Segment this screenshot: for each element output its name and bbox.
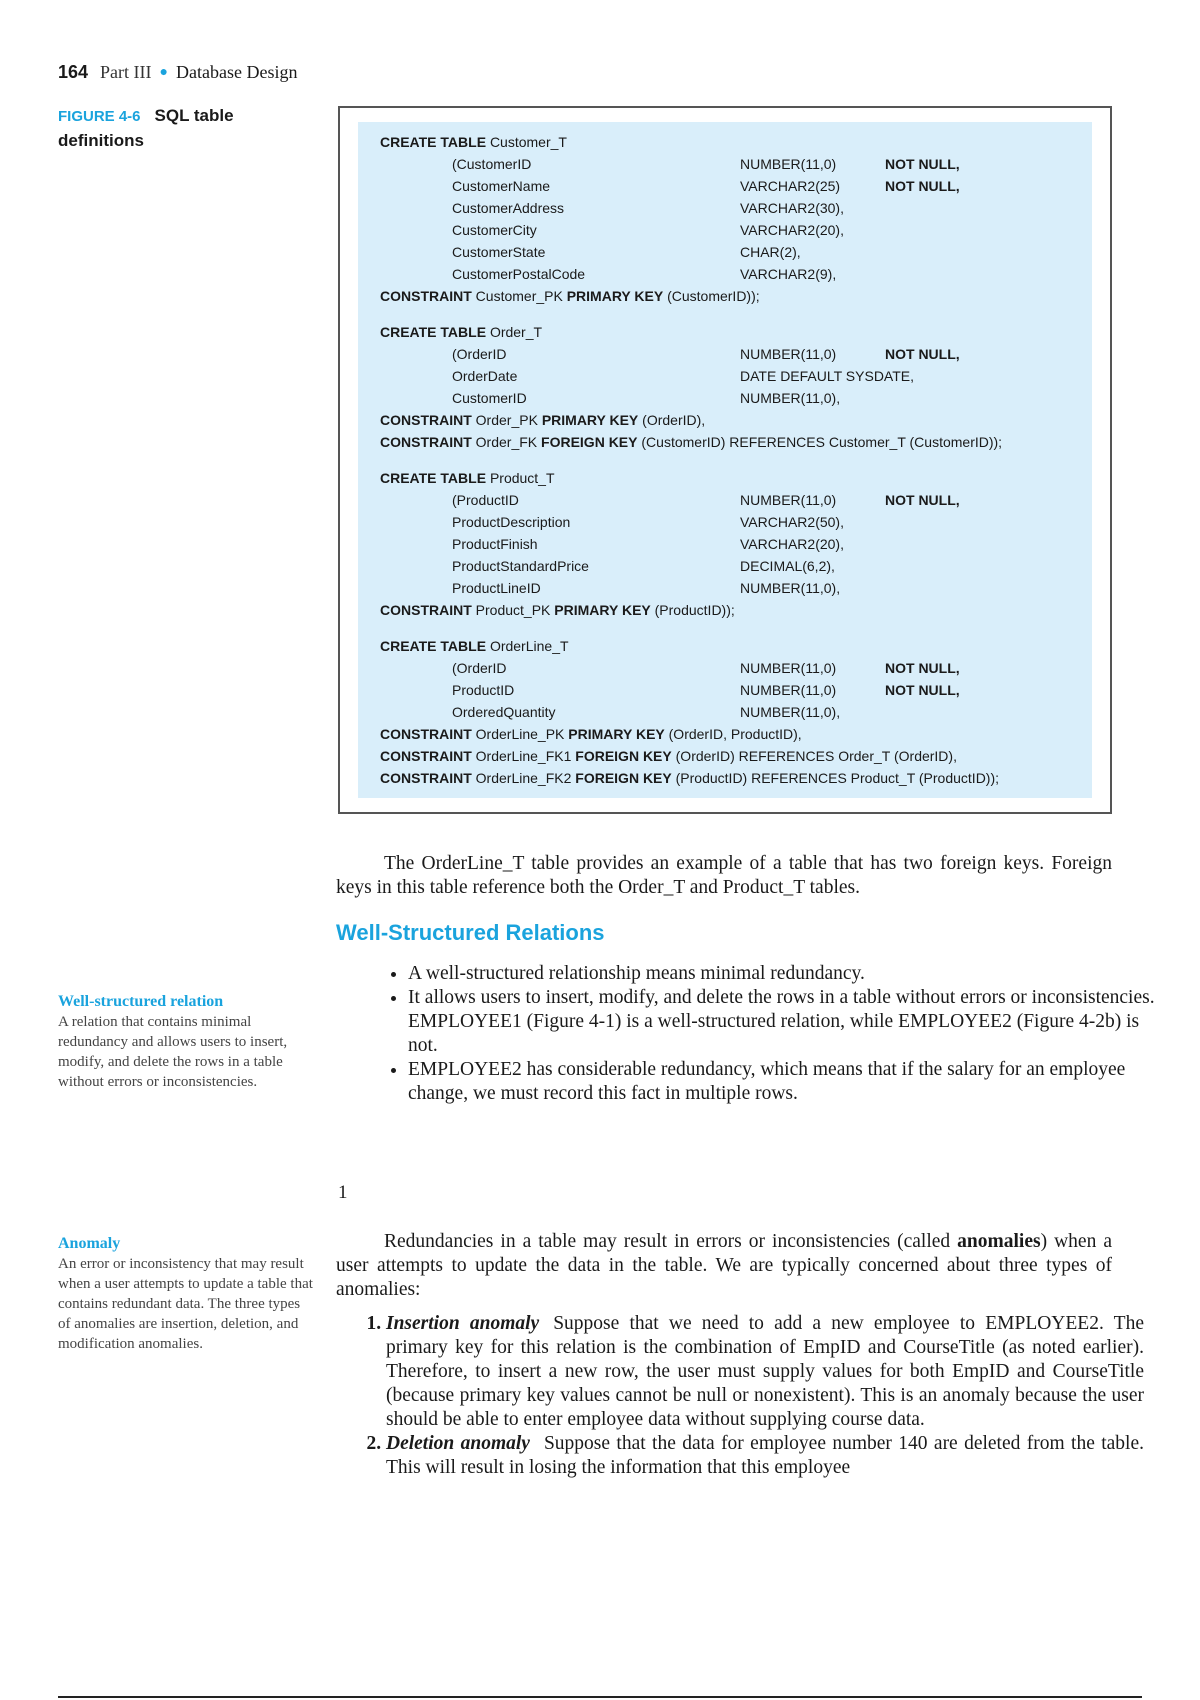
sql-keyword: CONSTRAINT xyxy=(380,602,472,618)
sql-constraint-name: OrderLine_FK2 xyxy=(475,770,572,786)
sql-keyword: CREATE TABLE xyxy=(380,324,487,340)
margin-note-anomaly xyxy=(58,1234,316,1354)
sql-column-row xyxy=(380,176,1080,196)
sql-column-type: DECIMAL(6,2), xyxy=(740,558,835,574)
sql-table-name: Order_T xyxy=(489,324,543,340)
sql-column-type: CHAR(2), xyxy=(740,244,801,260)
sql-column-row xyxy=(380,658,1080,678)
sql-keyword: CREATE TABLE xyxy=(380,638,487,654)
sql-column-row xyxy=(380,388,1080,408)
sql-column-row xyxy=(380,680,1080,700)
sql-column-type: DATE DEFAULT SYSDATE, xyxy=(740,368,915,384)
sql-column-row xyxy=(380,702,1080,722)
sql-keyword: CREATE TABLE xyxy=(380,134,487,150)
figure-title: SQL table definitions xyxy=(58,106,234,150)
sql-constraint-rest: (CustomerID)); xyxy=(667,288,760,304)
sql-column-type: VARCHAR2(9), xyxy=(740,266,837,282)
sql-not-null: NOT NULL, xyxy=(885,156,960,172)
sql-column-name: OrderedQuantity xyxy=(452,704,556,720)
sql-keyword: CONSTRAINT xyxy=(380,770,472,786)
sql-constraint-line xyxy=(380,410,705,430)
sql-code-block xyxy=(358,122,1092,798)
sql-constraint-line xyxy=(380,746,957,766)
sql-column-name: CustomerPostalCode xyxy=(452,266,586,282)
anomalies-text-before: Redundancies in a table may result in errors or inconsistencies (called xyxy=(384,1231,958,1252)
sql-column-row xyxy=(380,512,1080,532)
sql-column-row xyxy=(380,264,1080,284)
sql-column-name: ProductDescription xyxy=(452,514,571,530)
sql-column-row xyxy=(380,534,1080,554)
sql-column-name: (ProductID xyxy=(452,492,519,508)
sql-column-name: ProductFinish xyxy=(452,536,538,552)
sql-column-name: ProductStandardPrice xyxy=(452,558,589,574)
figure-label: FIGURE 4-6 xyxy=(58,108,141,125)
sql-column-type: VARCHAR2(30), xyxy=(740,200,844,216)
page-number: 164 xyxy=(58,62,89,82)
sql-column-type: NUMBER(11,0) xyxy=(740,682,837,698)
sql-key-kind: FOREIGN KEY xyxy=(575,770,672,786)
sql-constraint-rest: (OrderID) REFERENCES Order_T (OrderID), xyxy=(675,748,957,764)
sql-not-null: NOT NULL, xyxy=(885,178,960,194)
sql-table-name: Product_T xyxy=(489,470,555,486)
sql-constraint-name: Order_PK xyxy=(475,412,538,428)
sql-key-kind: FOREIGN KEY xyxy=(575,748,672,764)
anomaly-item-deletion xyxy=(386,1432,1144,1480)
sql-column-type: NUMBER(11,0), xyxy=(740,580,841,596)
anomalies-text-after: ) when a user attempts to update the data in the table. We are typically concerned about three types of anomalies: xyxy=(336,1231,1112,1300)
sql-constraint-name: OrderLine_FK1 xyxy=(475,748,572,764)
sql-not-null: NOT NULL, xyxy=(885,682,960,698)
sql-constraint-name: Customer_PK xyxy=(475,288,563,304)
bullet-item: • A well-structured relationship means minimal redundancy. xyxy=(408,962,1168,986)
sql-column-name: ProductID xyxy=(452,682,515,698)
sql-table-name: Customer_T xyxy=(489,134,567,150)
page-header xyxy=(58,62,297,83)
part-label: Part III xyxy=(100,62,152,82)
sql-column-name: CustomerName xyxy=(452,178,551,194)
sql-keyword: CONSTRAINT xyxy=(380,748,472,764)
sql-key-kind: PRIMARY KEY xyxy=(554,602,651,618)
sql-column-name: CustomerID xyxy=(452,390,527,406)
sql-column-name: CustomerCity xyxy=(452,222,537,238)
section-heading: Well-Structured Relations xyxy=(336,920,605,945)
sql-column-type: NUMBER(11,0), xyxy=(740,704,841,720)
anomaly-text: Suppose that we need to add a new employee to EMPLOYEE2. The primary key for this relation is the combination of EmpID and CourseTitle (as noted earlier). Therefore, to insert a new row, the user must supply values for both EmpID and CourseTitle (because primary key values cannot be null or nonexistent). This is an anomaly because the user should be able to enter employee data without supplying course data. xyxy=(386,1313,1144,1430)
sql-create-line xyxy=(380,132,567,152)
well-structured-bullet-list xyxy=(372,962,1168,1106)
anomaly-text: Suppose that the data for employee number 140 are deleted from the table. This will result in losing the information that this employee xyxy=(386,1433,1144,1478)
sql-constraint-rest: (OrderID, ProductID), xyxy=(668,726,802,742)
sql-column-type: NUMBER(11,0) xyxy=(740,492,837,508)
sql-column-row xyxy=(380,242,1080,262)
sql-column-row xyxy=(380,556,1080,576)
sql-column-type: VARCHAR2(25) xyxy=(740,178,841,194)
sql-keyword: CONSTRAINT xyxy=(380,412,472,428)
margin-note-term: Well-structured relation xyxy=(58,993,224,1010)
sql-column-row xyxy=(380,220,1080,240)
anomalies-term: anomalies xyxy=(957,1231,1041,1252)
sql-constraint-line xyxy=(380,724,802,744)
sql-constraint-name: Order_FK xyxy=(475,434,538,450)
margin-note-definition: An error or inconsistency that may result when a user attempts to update a table that contains redundant data. The three types of anomalies are insertion, deletion, and modification anomalies. xyxy=(58,1256,313,1352)
anomaly-term: Insertion anomaly xyxy=(386,1313,540,1334)
sql-column-name: (OrderID xyxy=(452,346,507,362)
sql-column-name: CustomerAddress xyxy=(452,200,565,216)
bullet-item: • It allows users to insert, modify, and delete the rows in a table without errors or inconsistencies. EMPLOYEE1 (Figure 4-1) is a well-structured relation, while EMPLOYEE2 (Figure 4-2b) is not. xyxy=(408,986,1168,1058)
sql-not-null: NOT NULL, xyxy=(885,492,960,508)
sql-column-row xyxy=(380,344,1080,364)
sql-not-null: NOT NULL, xyxy=(885,346,960,362)
sql-column-row xyxy=(380,490,1080,510)
sql-column-type: VARCHAR2(20), xyxy=(740,222,844,238)
sql-keyword: CREATE TABLE xyxy=(380,470,487,486)
sql-column-type: VARCHAR2(20), xyxy=(740,536,844,552)
sql-constraint-name: Product_PK xyxy=(475,602,551,618)
sql-keyword: CONSTRAINT xyxy=(380,726,472,742)
sql-column-name: CustomerState xyxy=(452,244,546,260)
sql-key-kind: FOREIGN KEY xyxy=(541,434,638,450)
margin-note-well-structured xyxy=(58,992,316,1092)
sql-column-row xyxy=(380,578,1080,598)
sql-create-line xyxy=(380,322,542,342)
sql-create-line xyxy=(380,468,555,488)
figure-caption xyxy=(58,104,278,153)
stray-number: 1 xyxy=(338,1182,348,1203)
header-separator-dot: ● xyxy=(159,65,168,80)
section-label: Database Design xyxy=(176,62,298,82)
sql-create-line xyxy=(380,636,569,656)
sql-constraint-rest: (ProductID) REFERENCES Product_T (ProductID)); xyxy=(675,770,1000,786)
sql-constraint-line xyxy=(380,600,735,620)
sql-column-type: VARCHAR2(50), xyxy=(740,514,844,530)
sql-key-kind: PRIMARY KEY xyxy=(568,726,665,742)
sql-column-row xyxy=(380,154,1080,174)
anomaly-item-insertion xyxy=(386,1312,1144,1432)
sql-figure-frame xyxy=(338,106,1112,814)
sql-column-name: (CustomerID xyxy=(452,156,532,172)
sql-column-name: (OrderID xyxy=(452,660,507,676)
sql-column-type: NUMBER(11,0) xyxy=(740,660,837,676)
sql-keyword: CONSTRAINT xyxy=(380,434,472,450)
sql-constraint-rest: (OrderID), xyxy=(642,412,706,428)
anomaly-term: Deletion anomaly xyxy=(386,1433,530,1454)
bullet-item: • EMPLOYEE2 has considerable redundancy, which means that if the salary for an employee change, we must record this fact in multiple rows. xyxy=(408,1058,1168,1106)
sql-constraint-line xyxy=(380,768,999,788)
sql-constraint-line xyxy=(380,432,1002,452)
footer-rule xyxy=(58,1696,1142,1698)
margin-note-term: Anomaly xyxy=(58,1235,121,1252)
margin-note-definition: A relation that contains minimal redundancy and allows users to insert, modify, and delete the rows in a table without errors or inconsistencies. xyxy=(58,1014,288,1090)
sql-column-type: NUMBER(11,0) xyxy=(740,156,837,172)
sql-constraint-rest: (CustomerID) REFERENCES Customer_T (CustomerID)); xyxy=(641,434,1003,450)
intro-paragraph: The OrderLine_T table provides an example of a table that has two foreign keys. Foreign keys in this table reference both the Order_T and Product_T tables. xyxy=(336,853,1112,898)
sql-constraint-name: OrderLine_PK xyxy=(475,726,565,742)
sql-not-null: NOT NULL, xyxy=(885,660,960,676)
sql-key-kind: PRIMARY KEY xyxy=(541,412,639,428)
sql-constraint-rest: (ProductID)); xyxy=(654,602,735,618)
sql-table-name: OrderLine_T xyxy=(489,638,569,654)
sql-column-name: ProductLineID xyxy=(452,580,541,596)
anomaly-list xyxy=(362,1312,1144,1480)
anomalies-paragraph xyxy=(336,1230,1112,1302)
sql-key-kind: PRIMARY KEY xyxy=(566,288,664,304)
sql-column-type: NUMBER(11,0) xyxy=(740,346,837,362)
sql-column-name: OrderDate xyxy=(452,368,518,384)
sql-column-row xyxy=(380,198,1080,218)
sql-keyword: CONSTRAINT xyxy=(380,288,472,304)
sql-column-type: NUMBER(11,0), xyxy=(740,390,841,406)
sql-column-row xyxy=(380,366,1080,386)
sql-constraint-line xyxy=(380,286,760,306)
